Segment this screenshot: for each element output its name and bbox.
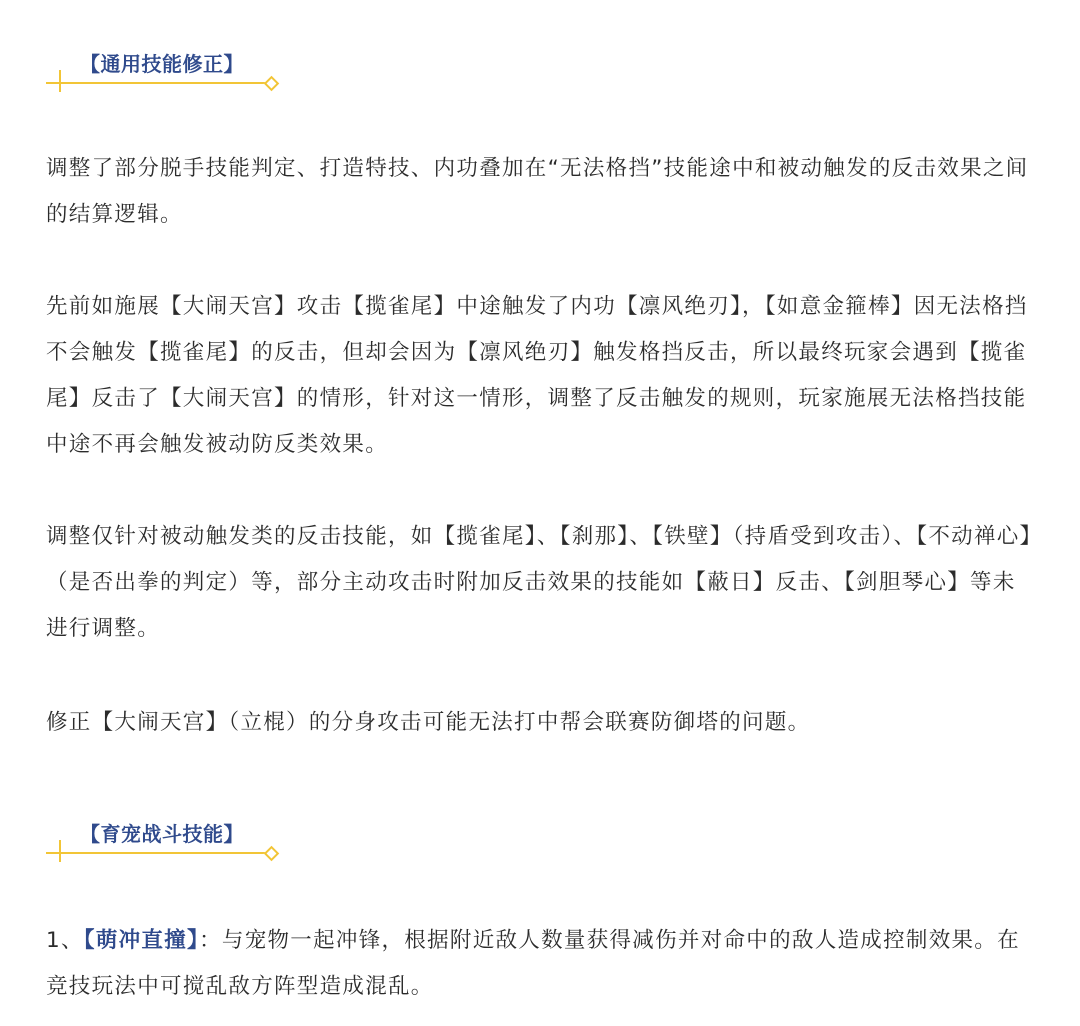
list-item bbox=[46, 918, 1036, 1010]
diamond-icon bbox=[264, 76, 280, 92]
skill-name: 【萌冲直撞】 bbox=[83, 928, 200, 953]
paragraph: 修正【大闹天宫】（立棍）的分身攻击可能无法打中帮会联赛防御塔的问题。 bbox=[46, 710, 811, 735]
paragraph: 先前如施展【大闹天宫】攻击【揽雀尾】中途触发了内功【凛风绝刃】，【如意金箍棒】因无法格挡不会触发【揽雀尾】的反击，但却会因为【凛风绝刃】触发格挡反击，所以最终玩家会遇到【揽雀尾】反击了【大闹天宫】的情形，针对这一情形，调整了反击触发的规则，玩家施展无法格挡技能中途不再会触发被动防反类效果。 bbox=[46, 294, 1028, 457]
item-text: 与宠物一起冲锋，根据附近敌人数量获得减伤并对命中的敌人造成控制效果。在竞技玩法中可搅乱敌方阵型造成混乱。 bbox=[46, 928, 1020, 999]
item-separator: ： bbox=[199, 928, 222, 953]
item-number: 1、 bbox=[46, 928, 84, 953]
section-heading-general bbox=[46, 48, 286, 98]
heading-underline bbox=[46, 82, 268, 84]
section-heading-pet bbox=[46, 818, 286, 868]
diamond-icon bbox=[264, 846, 280, 862]
heading-tick bbox=[59, 840, 61, 862]
paragraph: 调整了部分脱手技能判定、打造特技、内功叠加在“无法格挡”技能途中和被动触发的反击效果之间的结算逻辑。 bbox=[46, 156, 1029, 227]
section-title: 【育宠战斗技能】 bbox=[80, 822, 244, 846]
heading-underline bbox=[46, 852, 268, 854]
section-title: 【通用技能修正】 bbox=[80, 52, 244, 76]
paragraph: 调整仅针对被动触发类的反击技能，如【揽雀尾】、【刹那】、【铁壁】（持盾受到攻击）、【不动禅心】（是否出拳的判定）等，部分主动攻击时附加反击效果的技能如【蔽日】反击、【剑胆琴心】等未进行调整。 bbox=[46, 524, 1032, 641]
heading-tick bbox=[59, 70, 61, 92]
